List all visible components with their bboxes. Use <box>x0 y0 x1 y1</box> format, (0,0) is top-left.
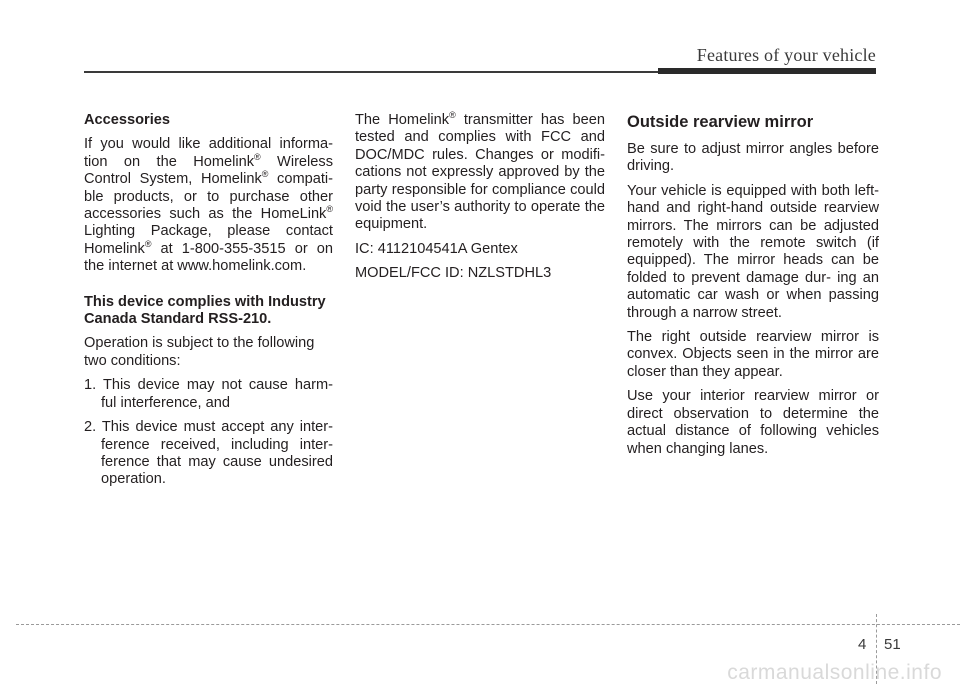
column-left <box>84 112 333 496</box>
mirror-paragraph-3: The right outside rearview mirror is convex. Objects seen in the mirror are closer than they appear. <box>627 329 879 380</box>
accessories-text-4: compati- ble products, or to purchase other accessories such as the HomeLink <box>84 171 333 223</box>
page-header-title: Features of your vehicle <box>696 45 876 65</box>
fcc-text-1: The Homelink <box>355 112 450 128</box>
page-number: 51 <box>884 636 901 653</box>
column-right <box>627 112 879 465</box>
registered-mark: ® <box>449 110 456 120</box>
registered-mark: ® <box>254 151 261 162</box>
section-title-mirror: Outside rearview mirror <box>627 113 814 131</box>
fcc-paragraph <box>355 112 605 234</box>
header-rule-accent <box>658 68 876 74</box>
registered-mark: ® <box>144 238 152 249</box>
chapter-number: 4 <box>858 636 867 653</box>
condition-item-1: 1. This device may not cause harm- ful interference, and <box>84 377 333 411</box>
accessories-text-3: Wireless Control System, Homelink <box>84 153 333 188</box>
accessories-text-5: Lighting Package, please contact Homelink <box>84 223 333 257</box>
accessories-paragraph <box>84 136 333 275</box>
condition-item-2: 2. This device must accept any inter- ference received, including inter- ference that may cause undesired operation. <box>84 419 333 488</box>
mirror-paragraph-1: Be sure to adjust mirror angles before driving. <box>627 141 879 175</box>
footer-rule <box>16 624 960 625</box>
watermark: carmanualsonline.info <box>727 661 942 684</box>
mirror-paragraph-4: Use your interior rearview mirror or direct observation to determine the actual distance of following vehicles when changing lanes. <box>627 388 879 457</box>
model-fcc-identifier: MODEL/FCC ID: NZLSTDHL3 <box>355 265 552 282</box>
industry-canada-heading: This device complies with Industry Canada Standard RSS-210. <box>84 293 326 328</box>
registered-mark: ® <box>326 204 333 215</box>
header-rule <box>84 71 664 73</box>
mirror-paragraph-2: Your vehicle is equipped with both left-hand and right-hand outside rearview mirrors. The mirrors can be adjusted remotely with the remote switch (if equipped). The mirror heads can be folded to prevent damage dur- ing an automatic car wash or when passing through a narrow street. <box>627 182 879 321</box>
accessories-heading: Accessories <box>84 112 171 128</box>
accessories-text-2: tion on the Homelink <box>84 153 255 170</box>
fcc-text-2: transmitter has been tested and complies with FCC and DOC/MDC rules. Changes or modifi- cations not expressly approved by the party responsible for compliance could void the user’s authority to operate the equipment. <box>355 112 605 233</box>
registered-mark: ® <box>261 169 269 180</box>
column-middle <box>355 112 605 290</box>
ic-identifier: IC: 4112104541A Gentex <box>355 240 518 257</box>
accessories-text-6: at 1-800-355-3515 or on the internet at www.homelink.com. <box>84 240 333 275</box>
operation-intro: Operation is subject to the following two conditions: <box>84 335 315 369</box>
spacer <box>84 283 333 294</box>
accessories-text-1: If you would like additional informa- <box>84 136 333 153</box>
